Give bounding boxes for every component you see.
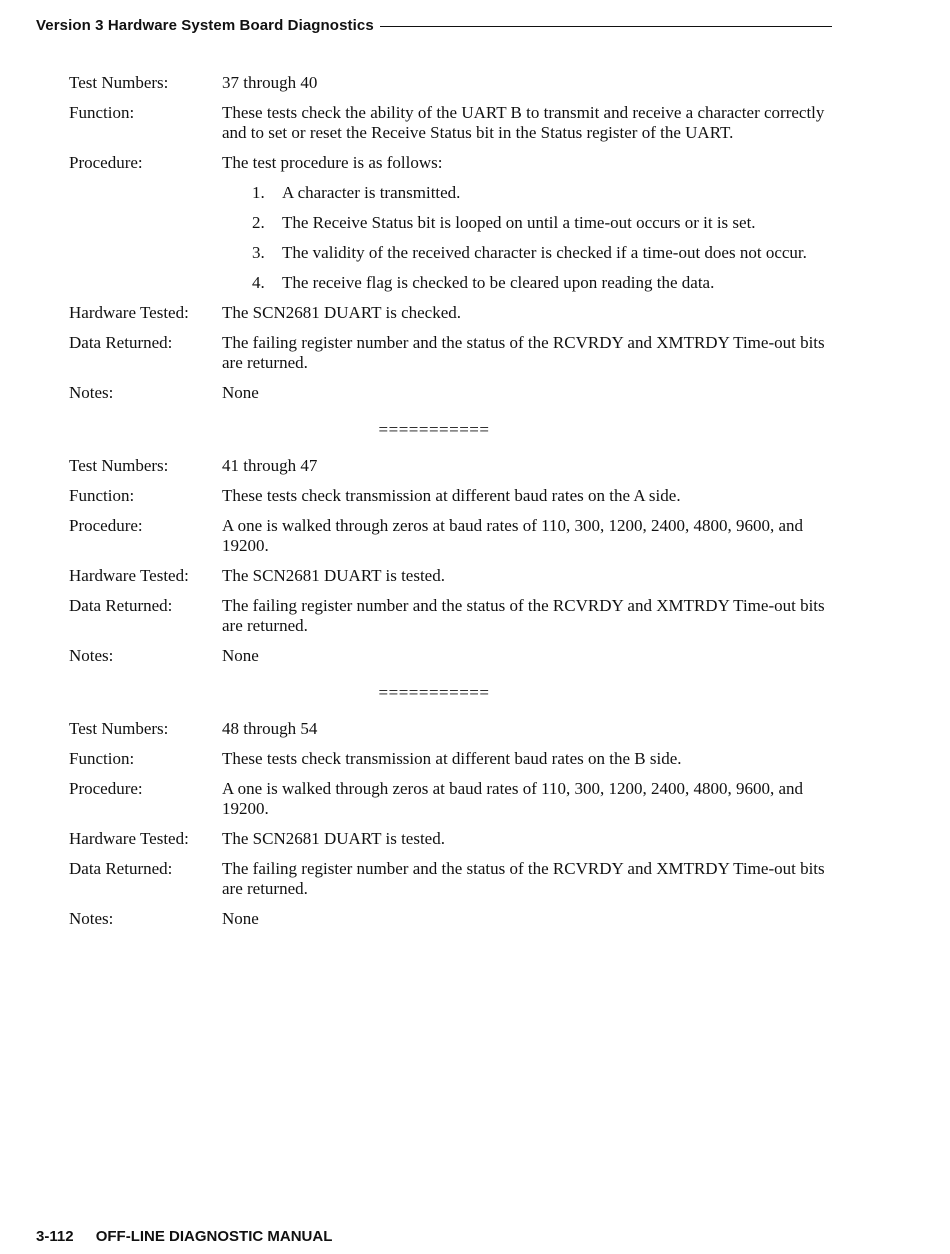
- test-section: [69, 719, 839, 929]
- header-rule: [380, 26, 832, 27]
- data-returned-label: Data Returned:: [69, 596, 173, 615]
- test-numbers-row: [69, 719, 839, 739]
- notes-row: [69, 646, 839, 666]
- procedure-label: Procedure:: [69, 779, 143, 798]
- step-number: 1.: [252, 183, 265, 202]
- procedure-intro: The test procedure is as follows:: [222, 153, 443, 172]
- data-returned-value: The failing register number and the status of the RCVRDY and XMTRDY Time-out bits are returned.: [222, 333, 825, 372]
- procedure-step: [252, 243, 839, 263]
- hardware-tested-label: Hardware Tested:: [69, 303, 189, 322]
- notes-value: None: [222, 646, 259, 665]
- notes-label: Notes:: [69, 646, 114, 665]
- hardware-tested-value: The SCN2681 DUART is checked.: [222, 303, 461, 322]
- test-numbers-value: 37 through 40: [222, 73, 318, 92]
- procedure-step: [252, 183, 839, 203]
- page-header: [36, 17, 832, 34]
- manual-title: OFF-LINE DIAGNOSTIC MANUAL: [95, 1228, 333, 1245]
- data-returned-row: [69, 859, 839, 899]
- procedure-label: Procedure:: [69, 516, 143, 535]
- function-value: These tests check transmission at different baud rates on the A side.: [222, 486, 681, 505]
- procedure-label: Procedure:: [69, 153, 143, 172]
- test-numbers-row: [69, 456, 839, 476]
- test-numbers-row: [69, 73, 839, 93]
- hardware-tested-value: The SCN2681 DUART is tested.: [222, 829, 445, 848]
- procedure-value: A one is walked through zeros at baud rates of 110, 300, 1200, 2400, 4800, 9600, and 19200.: [222, 516, 804, 555]
- header-title: Version 3 Hardware System Board Diagnostics: [36, 17, 374, 34]
- step-text: The validity of the received character is checked if a time-out does not occur.: [282, 243, 807, 262]
- data-returned-row: [69, 333, 839, 373]
- hardware-tested-label: Hardware Tested:: [69, 829, 189, 848]
- notes-value: None: [222, 383, 259, 402]
- procedure-step: [252, 273, 839, 293]
- function-value: These tests check transmission at different baud rates on the B side.: [222, 749, 682, 768]
- step-text: The Receive Status bit is looped on until a time-out occurs or it is set.: [282, 213, 756, 232]
- notes-label: Notes:: [69, 909, 114, 928]
- data-returned-label: Data Returned:: [69, 859, 173, 878]
- section-separator: ===========: [378, 420, 490, 439]
- data-returned-value: The failing register number and the status of the RCVRDY and XMTRDY Time-out bits are returned.: [222, 859, 825, 898]
- page-footer: [36, 1228, 332, 1245]
- procedure-value: [222, 153, 839, 293]
- data-returned-row: [69, 596, 839, 636]
- test-numbers-label: Test Numbers:: [69, 456, 169, 475]
- test-numbers-value: 41 through 47: [222, 456, 318, 475]
- test-numbers-value: 48 through 54: [222, 719, 318, 738]
- step-number: 4.: [252, 273, 265, 292]
- test-numbers-label: Test Numbers:: [69, 719, 169, 738]
- page-number: 3-112: [36, 1228, 74, 1245]
- procedure-steps: [222, 183, 839, 293]
- procedure-value: A one is walked through zeros at baud rates of 110, 300, 1200, 2400, 4800, 9600, and 19200.: [222, 779, 804, 818]
- test-section: [69, 73, 839, 403]
- hardware-tested-row: [69, 303, 839, 323]
- hardware-tested-value: The SCN2681 DUART is tested.: [222, 566, 445, 585]
- function-row: [69, 486, 839, 506]
- procedure-row: [69, 153, 839, 293]
- notes-row: [69, 383, 839, 403]
- test-numbers-label: Test Numbers:: [69, 73, 169, 92]
- step-number: 3.: [252, 243, 265, 262]
- function-row: [69, 103, 839, 143]
- data-returned-value: The failing register number and the status of the RCVRDY and XMTRDY Time-out bits are returned.: [222, 596, 825, 635]
- test-section: [69, 456, 839, 666]
- hardware-tested-row: [69, 829, 839, 849]
- function-label: Function:: [69, 486, 135, 505]
- hardware-tested-row: [69, 566, 839, 586]
- step-text: The receive flag is checked to be cleared upon reading the data.: [282, 273, 715, 292]
- section-separator: ===========: [378, 683, 490, 702]
- hardware-tested-label: Hardware Tested:: [69, 566, 189, 585]
- function-label: Function:: [69, 749, 135, 768]
- notes-row: [69, 909, 839, 929]
- function-label: Function:: [69, 103, 135, 122]
- procedure-step: [252, 213, 839, 233]
- data-returned-label: Data Returned:: [69, 333, 173, 352]
- function-row: [69, 749, 839, 769]
- notes-value: None: [222, 909, 259, 928]
- page-content: [69, 73, 839, 939]
- function-value: These tests check the ability of the UART B to transmit and receive a character correctly and to set or reset the Receive Status bit in the Status register of the UART.: [222, 103, 825, 142]
- procedure-row: [69, 516, 839, 556]
- notes-label: Notes:: [69, 383, 114, 402]
- procedure-row: [69, 779, 839, 819]
- step-number: 2.: [252, 213, 265, 232]
- step-text: A character is transmitted.: [282, 183, 461, 202]
